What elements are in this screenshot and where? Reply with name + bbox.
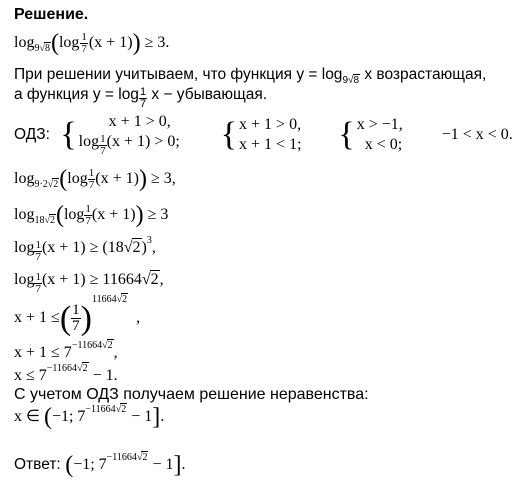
system-2: x + 1 > 0, x + 1 < 1; <box>239 115 302 153</box>
step-base-18root2: $\log_{18√2}(\log$ $\frac{1}{7}$ (x + 1)) ≥ 3 <box>14 202 169 228</box>
step-final-bound: $x \le 7^{-11664√2} - 1$. <box>14 363 118 384</box>
fraction-one-seventh: $\frac{1}{7}$ <box>81 30 87 55</box>
odz-result: −1 < x < 0. <box>441 125 513 143</box>
with-odz-note: С учетом ОДЗ получаем решение неравенства: <box>14 386 369 403</box>
odz-line <box>14 112 513 157</box>
solution-interval: x ∈ (−1; $7^{-11664√2} - 1$]. <box>14 404 165 430</box>
open-paren: ( <box>50 30 59 56</box>
solution-heading: Решение. <box>14 6 89 23</box>
log-symbol: log <box>14 34 35 51</box>
system-brace: { <box>60 115 77 153</box>
inequality-original: $\log_{9√8}(\log$ $\frac{1}{7}$ (x + 1)) ≥ 3. <box>14 30 170 56</box>
log-base: 9√8 <box>34 43 50 54</box>
step-power: log $\frac{1}{7}$ $(x + 1) \ge (18√2)^3$, <box>14 235 156 263</box>
answer-label: Ответ: <box>14 456 61 473</box>
step-seven-power: $x + 1 \le 7^{-11664√2}$, <box>14 340 118 361</box>
odz-label: ОДЗ: <box>14 125 50 143</box>
step-base-9-2root2: $\log_{9\cdot 2√2}(\log$ $\frac{1}{7}$ (x + 1)) ≥ 3, <box>14 166 176 192</box>
monotonicity-note-2: а функция y = log $\frac{1}{7}$ x − убывающая. <box>14 86 268 110</box>
fraction-one-seventh: $\frac{1}{7}$ <box>139 86 147 110</box>
answer-line: Ответ: (−1; $7^{-11664√2} - 1$]. <box>14 452 186 478</box>
system-brace: { <box>220 115 238 153</box>
step-exponential: x + 1 ≤( $\frac{1}{7}$ )$^{11664√2}$, <box>14 294 141 337</box>
monotonicity-note-1: При решении учитываем, что функция $y = \log_{9√8} x$ возрастающая, <box>14 66 487 86</box>
system-brace: { <box>338 115 355 153</box>
system-1: x + 1 > 0, log $\frac{1}{7}$ (x + 1) > 0; <box>78 113 180 157</box>
step-numeric: log $\frac{1}{7}$ (x + 1) ≥ 11664√2, <box>14 271 164 295</box>
system-3: x > −1, x < 0; <box>356 115 403 153</box>
